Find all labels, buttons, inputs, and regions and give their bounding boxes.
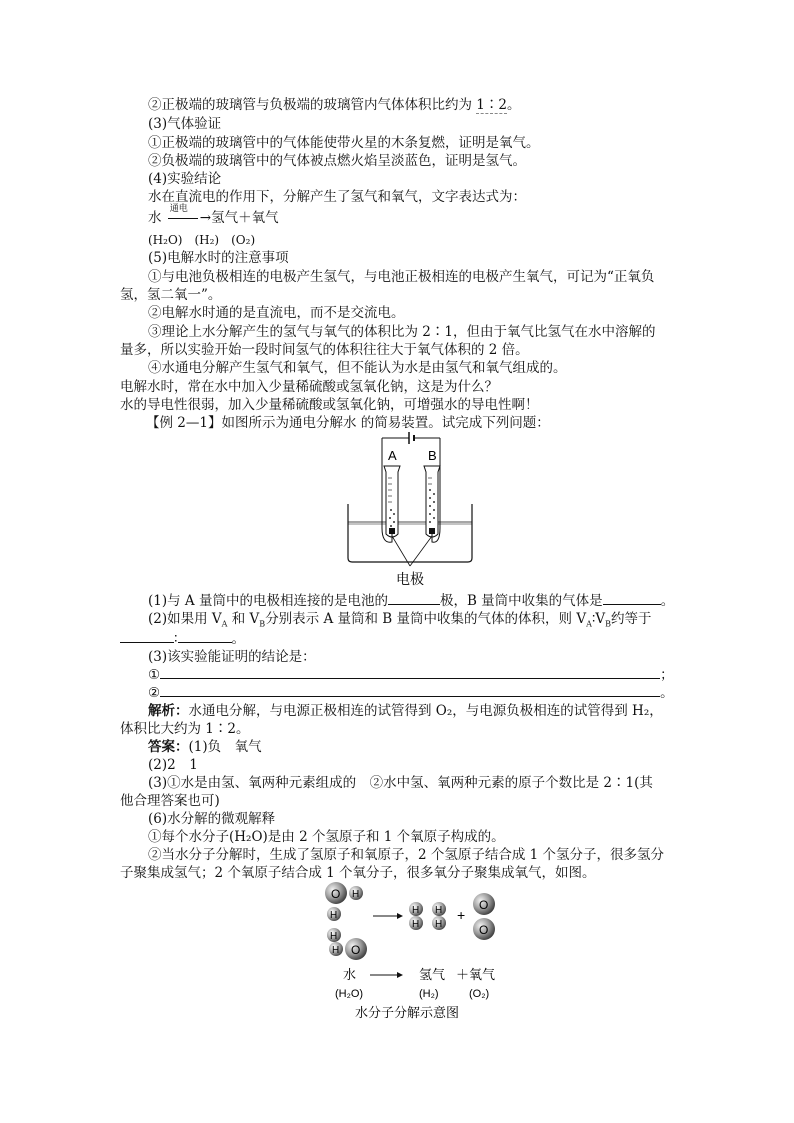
atom-label: H <box>412 905 420 916</box>
atom-label: H <box>352 889 360 900</box>
subscript: B <box>259 619 266 629</box>
eq-arrow <box>166 204 200 227</box>
atom-label: H <box>330 931 338 942</box>
answer <box>148 738 262 756</box>
figure-caption: 水分子分解示意图 <box>355 1005 460 1020</box>
beaker <box>348 504 472 562</box>
subscript: A <box>221 619 228 629</box>
substance-name: ＋氧气 <box>456 967 496 982</box>
atom-label: O <box>479 923 489 937</box>
text-span: (2)如果用 V <box>148 611 222 627</box>
answer-blank[interactable] <box>160 684 660 697</box>
text-span: ； <box>660 667 674 683</box>
eq-condition: 通电 <box>169 204 188 214</box>
text-span: ∶ <box>174 631 178 647</box>
text-line: ①与电池负极相连的电极产生氢气，与电池正极相连的电极产生氧气，可记为“正氧负 <box>148 269 655 285</box>
answer-blank[interactable] <box>160 666 660 679</box>
substance-name: 氢气 <box>419 967 446 982</box>
text-line: (2)2 1 <box>148 757 198 773</box>
question-2-blanks <box>120 630 245 648</box>
tube-a-label: A <box>388 448 397 463</box>
eq-products: →氢气＋氧气 <box>199 210 279 226</box>
atom-label: H <box>330 910 338 921</box>
eq-reactant: 水 <box>148 210 162 226</box>
atom-label: H <box>435 905 443 916</box>
text-line: ④水通电分解产生氢气和氧气，但不能认为水是由氢气和氧气组成的。 <box>148 360 567 376</box>
text-span: 和 V <box>231 611 260 627</box>
text-line: 氢，氢二氧一”。 <box>120 287 222 303</box>
text-line: 体积比大约为 1∶2。 <box>120 721 250 737</box>
question-1 <box>148 592 674 610</box>
electrode-label: 电极 <box>396 571 424 587</box>
text-line: ②电解水时通的是直流电，而不是交流电。 <box>148 305 405 321</box>
text-span: ②正极端的玻璃管与负极端的玻璃管内气体体积比约为 <box>148 97 472 113</box>
example-title: 【例 2—1】如图所示为通电分解水 的简易装置。试完成下列问题： <box>146 415 550 431</box>
tube-b <box>424 466 440 537</box>
section-heading: (3)气体验证 <box>148 116 222 132</box>
answer-blank[interactable] <box>120 630 174 643</box>
question-3-item <box>148 666 674 684</box>
text-line: ②负极端的玻璃管中的气体被点燃火焰呈淡蓝色，证明是氢气。 <box>148 153 526 169</box>
text-span: 。 <box>506 97 521 113</box>
text-line: 他合理答案也可) <box>120 793 220 809</box>
text-line: 电解水时，常在水中加入少量稀硫酸或氢氧化钠，这是为什么？ <box>120 379 498 395</box>
tube-b-label: B <box>428 448 437 463</box>
text-span: 。 <box>660 685 674 701</box>
plus-sign: + <box>457 907 466 923</box>
text-span: 约等于 <box>611 611 652 627</box>
text-line: ①正极端的玻璃管中的气体能使带火星的木条复燃，证明是氧气。 <box>148 135 540 151</box>
text-span: 极，B 量筒中收集的气体是 <box>439 593 603 609</box>
substance-formula: (O₂) <box>469 988 490 1000</box>
text-line: ①每个水分子(H₂O)是由 2 个氢原子和 1 个氧原子构成的。 <box>148 829 505 845</box>
tube-a <box>384 466 400 537</box>
answer-blank[interactable] <box>388 592 440 605</box>
section-heading: (5)电解水时的注意事项 <box>148 250 289 266</box>
text-line: ③理论上水分解产生的氢气与氧气的体积比为 2∶1，但由于氧气比氢气在水中溶解的 <box>148 324 656 340</box>
text-span: ① <box>148 667 161 683</box>
substance-formula: (H₂O) <box>335 988 364 1000</box>
atom-label: H <box>332 945 340 956</box>
text-line: ②当水分子分解时，生成了氢原子和氧原子，2 个氢原子结合成 1 个氢分子，很多氢分 <box>148 847 665 863</box>
text-line <box>148 96 520 114</box>
reaction-arrow-head <box>397 972 403 978</box>
electrolysis-apparatus-figure <box>340 432 480 592</box>
question-3-item <box>148 684 674 702</box>
substance-formula: (H₂) <box>419 988 439 1000</box>
electrode-a <box>389 528 395 534</box>
atom-label: O <box>479 898 489 912</box>
answer-blank[interactable] <box>603 592 661 605</box>
substance-name: 水 <box>343 967 357 982</box>
text-span: 。 <box>231 631 246 647</box>
question-3: (3)该实验能证明的结论是： <box>148 649 316 665</box>
text-line: 子聚集成氢气；2 个氧原子结合成 1 个氧分子，很多氧分子聚集成氧气，如图。 <box>120 865 596 881</box>
reaction-arrow-head <box>397 913 403 919</box>
word-equation <box>148 204 279 227</box>
text-span: 水通电分解，与电源正极相连的试管得到 O₂，与电源负极相连的试管得到 H₂， <box>188 703 663 719</box>
electrode-b <box>429 528 435 534</box>
text-span: ∶V <box>591 611 606 627</box>
text-span: (1)负 氧气 <box>188 739 262 755</box>
text-span: 分别表示 A 量筒和 B 量筒中收集的气体的体积，则 V <box>265 611 587 627</box>
text-span: 。 <box>660 593 675 609</box>
atom-label: H <box>412 919 420 930</box>
atom-label: O <box>331 887 341 901</box>
text-line: 水在直流电的作用下，分解产生了氢气和氧气，文字表达式为： <box>148 189 526 205</box>
atom-label: H <box>435 919 443 930</box>
answer-blank[interactable] <box>178 630 232 643</box>
ratio-value: 1∶2 <box>476 97 507 113</box>
answer-label: 答案： <box>148 739 189 755</box>
text-line: 量多，所以实验开始一段时间氢气的体积往往大于氧气体积的 2 倍。 <box>120 342 529 358</box>
section-heading: (6)水分解的微观解释 <box>148 811 276 827</box>
eq-formulas: (H₂O) (H₂) (O₂) <box>148 233 256 247</box>
analysis <box>148 702 663 720</box>
subscript: B <box>605 619 611 629</box>
text-span: (1)与 A 量筒中的电极相连接的是电池的 <box>148 593 388 609</box>
water-molecule-decomposition-figure <box>315 878 515 1023</box>
text-line: (3)①水是由氢、氧两种元素组成的 ②水中氢、氧两种元素的原子个数比是 2∶1(其 <box>148 775 653 791</box>
analysis-label: 解析： <box>148 703 189 719</box>
atom-label: O <box>351 943 361 957</box>
section-heading: (4)实验结论 <box>148 171 222 187</box>
text-line: 水的导电性很弱，加入少量稀硫酸或氢氧化钠，可增强水的导电性啊！ <box>120 397 539 413</box>
subscript: A <box>586 619 592 629</box>
text-span: ② <box>148 685 161 701</box>
